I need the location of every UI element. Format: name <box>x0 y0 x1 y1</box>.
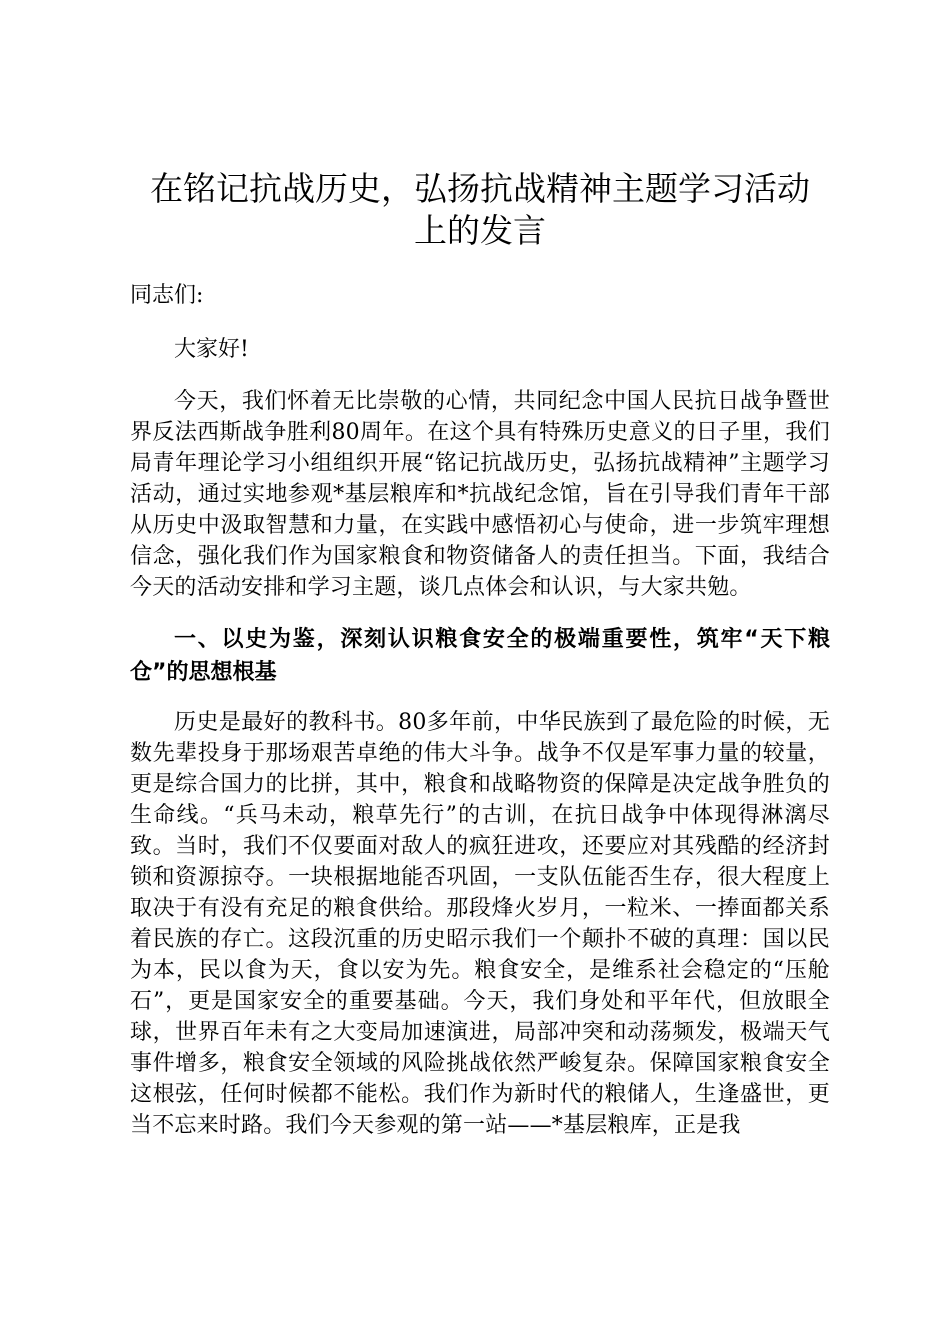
document-title <box>130 168 830 252</box>
title-line-2: 上的发言 <box>414 211 546 250</box>
salutation: 同志们: <box>130 283 204 308</box>
section-1-paragraph: 历史是最好的教科书。80多年前，中华民族到了最危险的时候，无数先辈投身于那场艰苦卓绝的伟大斗争。战争不仅是军事力量的较量，更是综合国力的比拼，其中，粮食和战略物资的保障是决定战争胜负的生命线。“兵马未动，粮草先行”的古训，在抗日战争中体现得淋漓尽致。当时，我们不仅要面对敌人的疯狂进攻，还要应对其残酷的经济封锁和资源掠夺。一块根据地能否巩固，一支队伍能否生存，很大程度上取决于有没有充足的粮食供给。那段烽火岁月，一粒米、一捧面都关系着民族的存亡。这段沉重的历史昭示我们一个颠扑不破的真理：国以民为本，民以食为天，食以安为先。粮食安全，是维系社会稳定的“压舱石”，更是国家安全的重要基础。今天，我们身处和平年代，但放眼全球，世界百年未有之大变局加速演进，局部冲突和动荡频发，极端天气事件增多，粮食安全领域的风险挑战依然严峻复杂。保障国家粮食安全这根弦，任何时候都不能松。我们作为新时代的粮储人，生逢盛世，更当不忘来时路。我们今天参观的第一站——*基层粮库，正是我 <box>130 710 830 1138</box>
intro-paragraph: 今天，我们怀着无比崇敬的心情，共同纪念中国人民抗日战争暨世界反法西斯战争胜利80周年。在这个具有特殊历史意义的日子里，我们局青年理论学习小组组织开展“铭记抗战历史，弘扬抗战精神”主题学习活动，通过实地参观*基层粮库和*抗战纪念馆，旨在引导我们青年干部从历史中汲取智慧和力量，在实践中感悟初心与使命，进一步筑牢理想信念，强化我们作为国家粮食和物资储备人的责任担当。下面，我结合今天的活动安排和学习主题，谈几点体会和认识，与大家共勉。 <box>130 389 830 600</box>
document-page <box>130 168 830 1141</box>
section-1-heading: 一、以史为鉴，深刻认识粮食安全的极端重要性，筑牢“天下粮仓”的思想根基 <box>130 627 830 685</box>
greeting: 大家好! <box>174 337 249 362</box>
title-line-1: 在铭记抗战历史，弘扬抗战精神主题学习活动 <box>150 169 810 208</box>
